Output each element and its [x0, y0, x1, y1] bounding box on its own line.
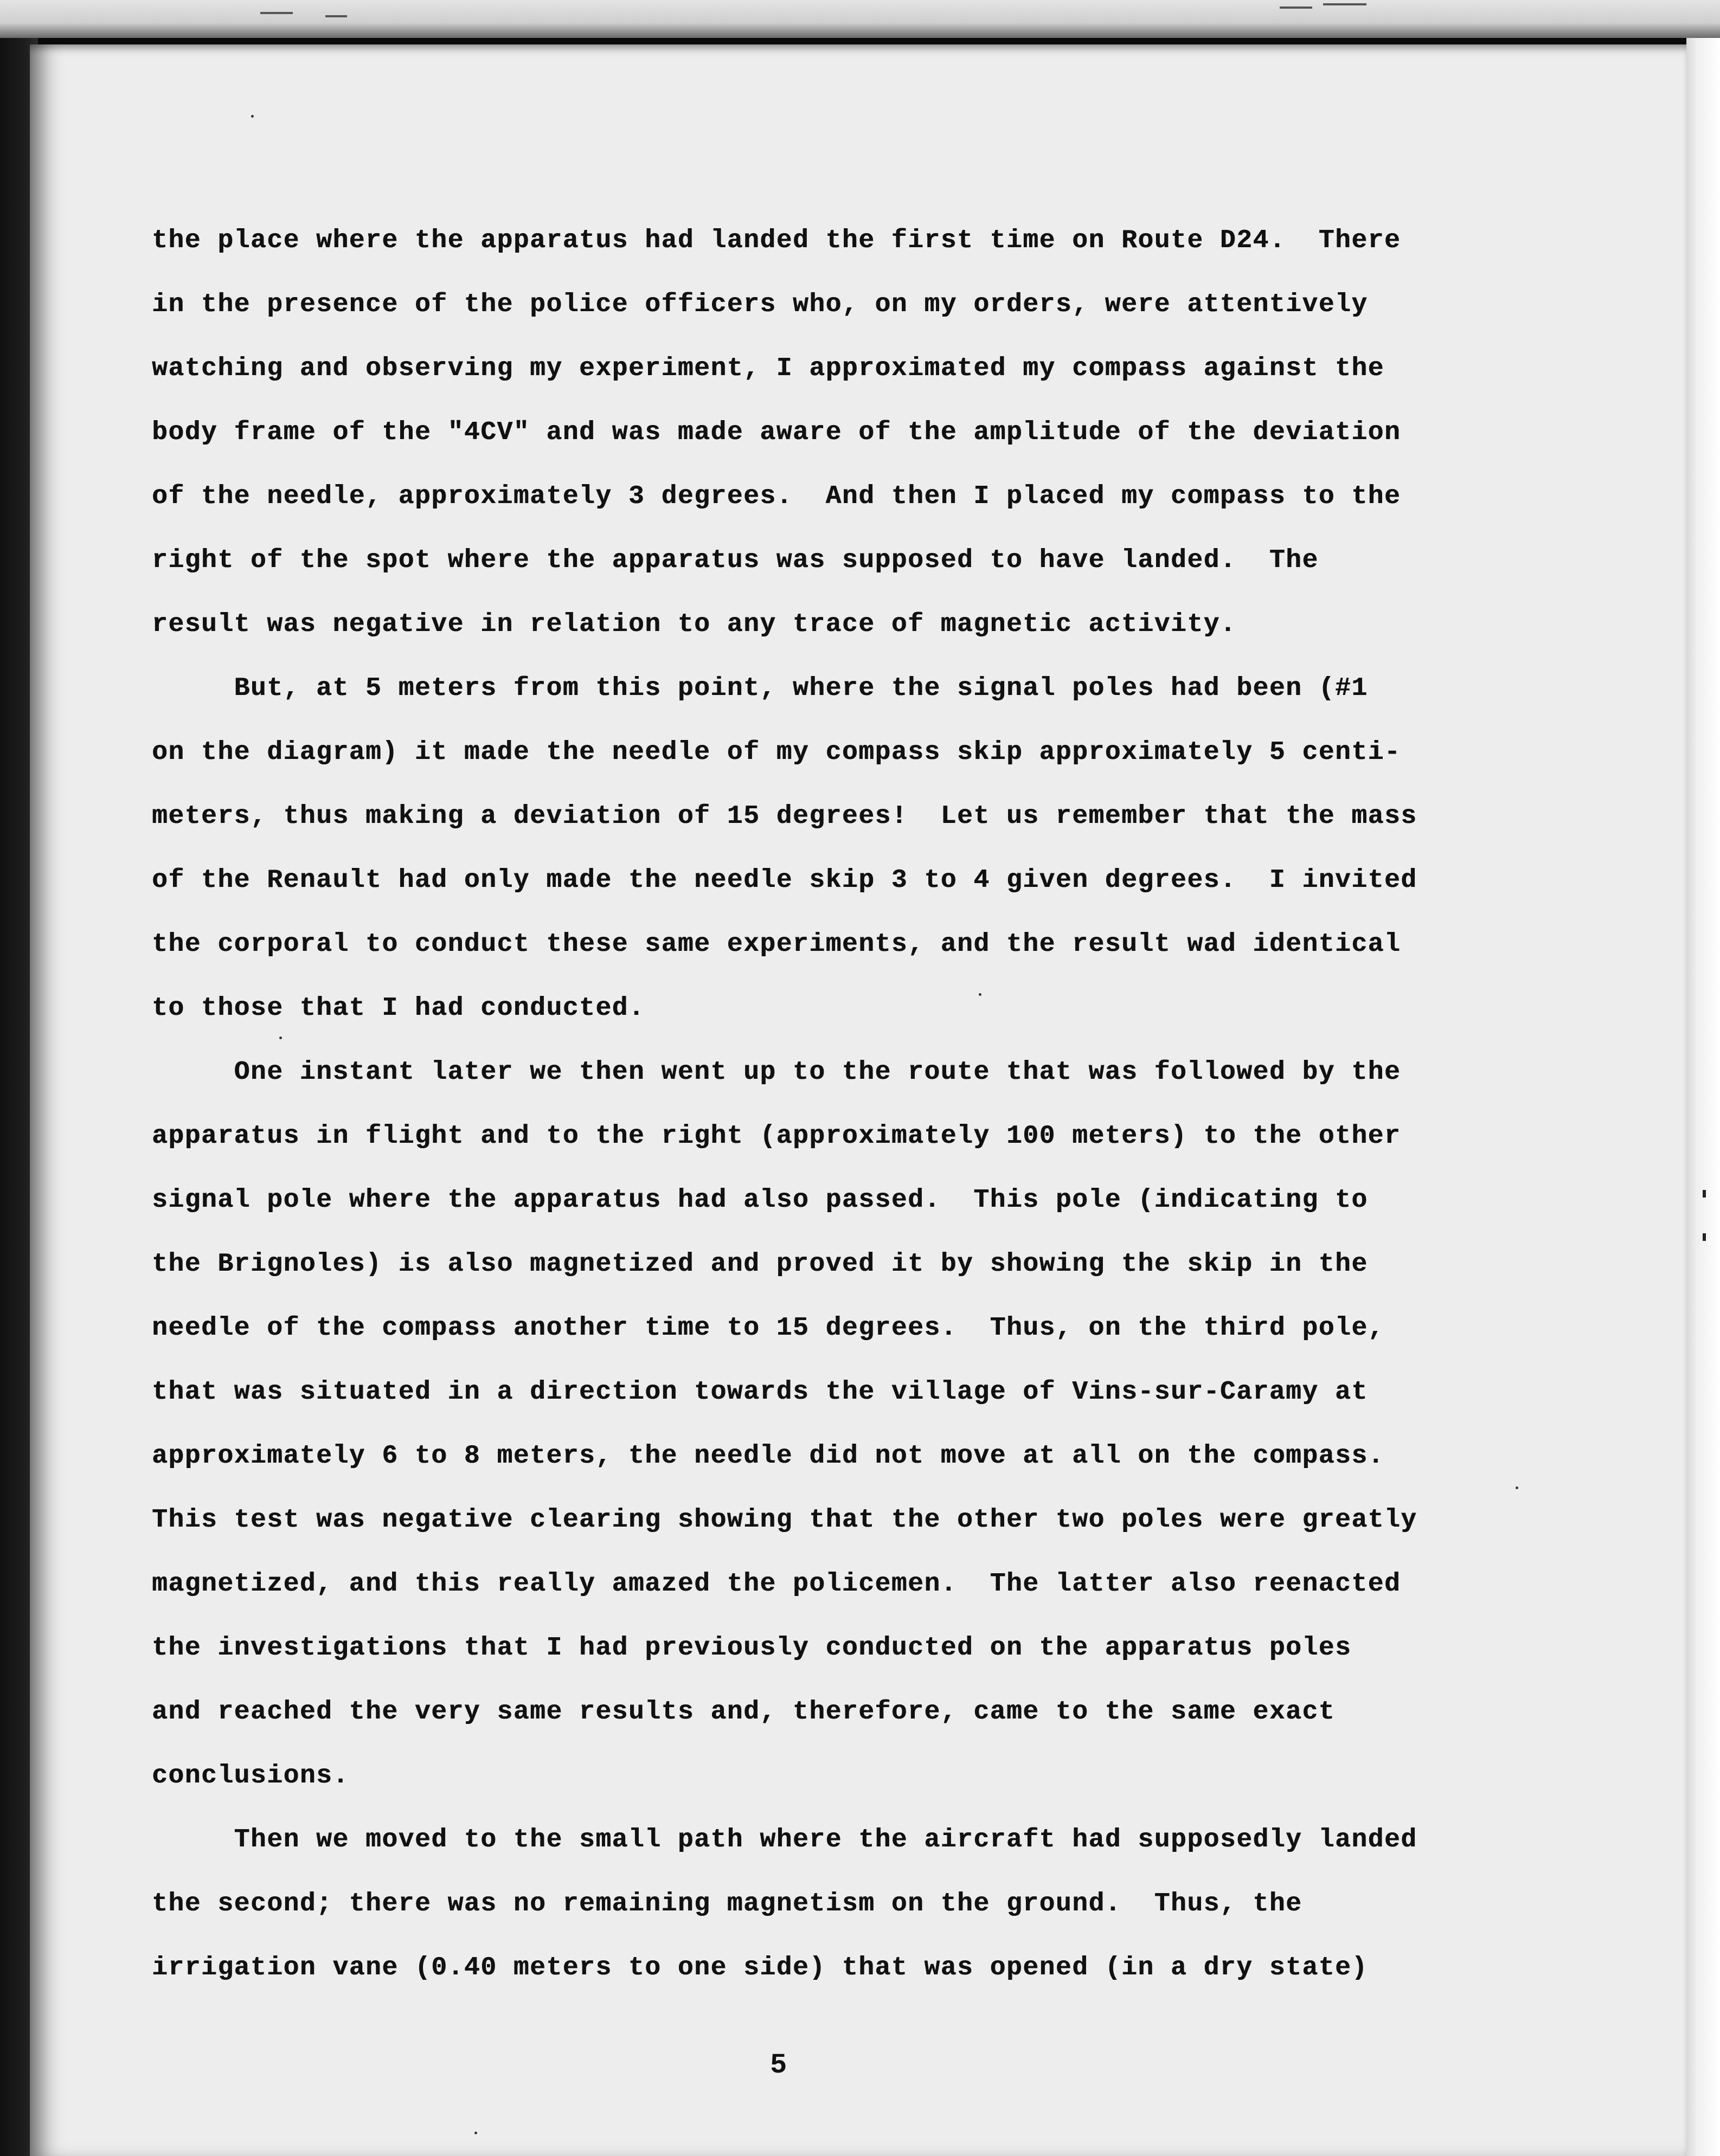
- text-line: the corporal to conduct these same experiments, and the result wad identical: [152, 930, 1401, 959]
- text-line: Then we moved to the small path where the aircraft had supposedly landed: [152, 1825, 1417, 1855]
- text-line: apparatus in flight and to the right (approximately 100 meters) to the other: [152, 1122, 1401, 1151]
- film-speck: [1703, 1233, 1706, 1241]
- text-line: approximately 6 to 8 meters, the needle did not move at all on the compass.: [152, 1441, 1384, 1471]
- paper-speck: [251, 115, 254, 118]
- text-line: in the presence of the police officers who, on my orders, were attentively: [152, 290, 1368, 319]
- text-line: the Brignoles) is also magnetized and proved it by showing the skip in the: [152, 1250, 1368, 1279]
- page-number: 5: [770, 2049, 787, 2081]
- text-line: meters, thus making a deviation of 15 degrees! Let us remember that the mass: [152, 802, 1417, 831]
- film-scratch: [1280, 7, 1312, 9]
- text-line: This test was negative clearing showing that the other two poles were greatly: [152, 1505, 1417, 1535]
- film-scratch: [325, 15, 347, 17]
- text-line: result was negative in relation to any trace of magnetic activity.: [152, 610, 1237, 639]
- text-line: that was situated in a direction towards the village of Vins-sur-Caramy at: [152, 1378, 1368, 1407]
- text-line: the investigations that I had previously conducted on the apparatus poles: [152, 1633, 1352, 1663]
- text-line: irrigation vane (0.40 meters to one side) that was opened (in a dry state): [152, 1953, 1368, 1983]
- text-line: to those that I had conducted.: [152, 994, 645, 1023]
- text-line: and reached the very same results and, therefore, came to the same exact: [152, 1697, 1335, 1727]
- text-line: One instant later we then went up to the route that was followed by the: [152, 1058, 1401, 1087]
- typewritten-body: [152, 209, 1551, 2000]
- text-line: needle of the compass another time to 15 degrees. Thus, on the third pole,: [152, 1314, 1384, 1343]
- film-right-edge: [1686, 38, 1720, 2156]
- film-scratch: [260, 12, 293, 14]
- text-line: of the needle, approximately 3 degrees. And then I placed my compass to the: [152, 482, 1401, 511]
- text-line: But, at 5 meters from this point, where the signal poles had been (#1: [152, 674, 1368, 703]
- text-line: signal pole where the apparatus had also passed. This pole (indicating to: [152, 1186, 1368, 1215]
- text-line: the second; there was no remaining magnetism on the ground. Thus, the: [152, 1889, 1302, 1919]
- text-line: of the Renault had only made the needle skip 3 to 4 given degrees. I invited: [152, 866, 1417, 895]
- text-line: body frame of the "4CV" and was made aware of the amplitude of the deviation: [152, 418, 1401, 447]
- text-line: watching and observing my experiment, I approximated my compass against the: [152, 354, 1384, 383]
- text-line: magnetized, and this really amazed the policemen. The latter also reenacted: [152, 1569, 1401, 1599]
- film-speck: [1703, 1190, 1706, 1198]
- film-top-border: [0, 0, 1720, 38]
- text-line: the place where the apparatus had landed the first time on Route D24. There: [152, 226, 1401, 255]
- paper-speck: [474, 2132, 477, 2134]
- text-line: on the diagram) it made the needle of my compass skip approximately 5 centi-: [152, 738, 1401, 767]
- text-line: right of the spot where the apparatus was supposed to have landed. The: [152, 546, 1319, 575]
- film-scratch: [1323, 3, 1366, 5]
- text-line: conclusions.: [152, 1761, 349, 1791]
